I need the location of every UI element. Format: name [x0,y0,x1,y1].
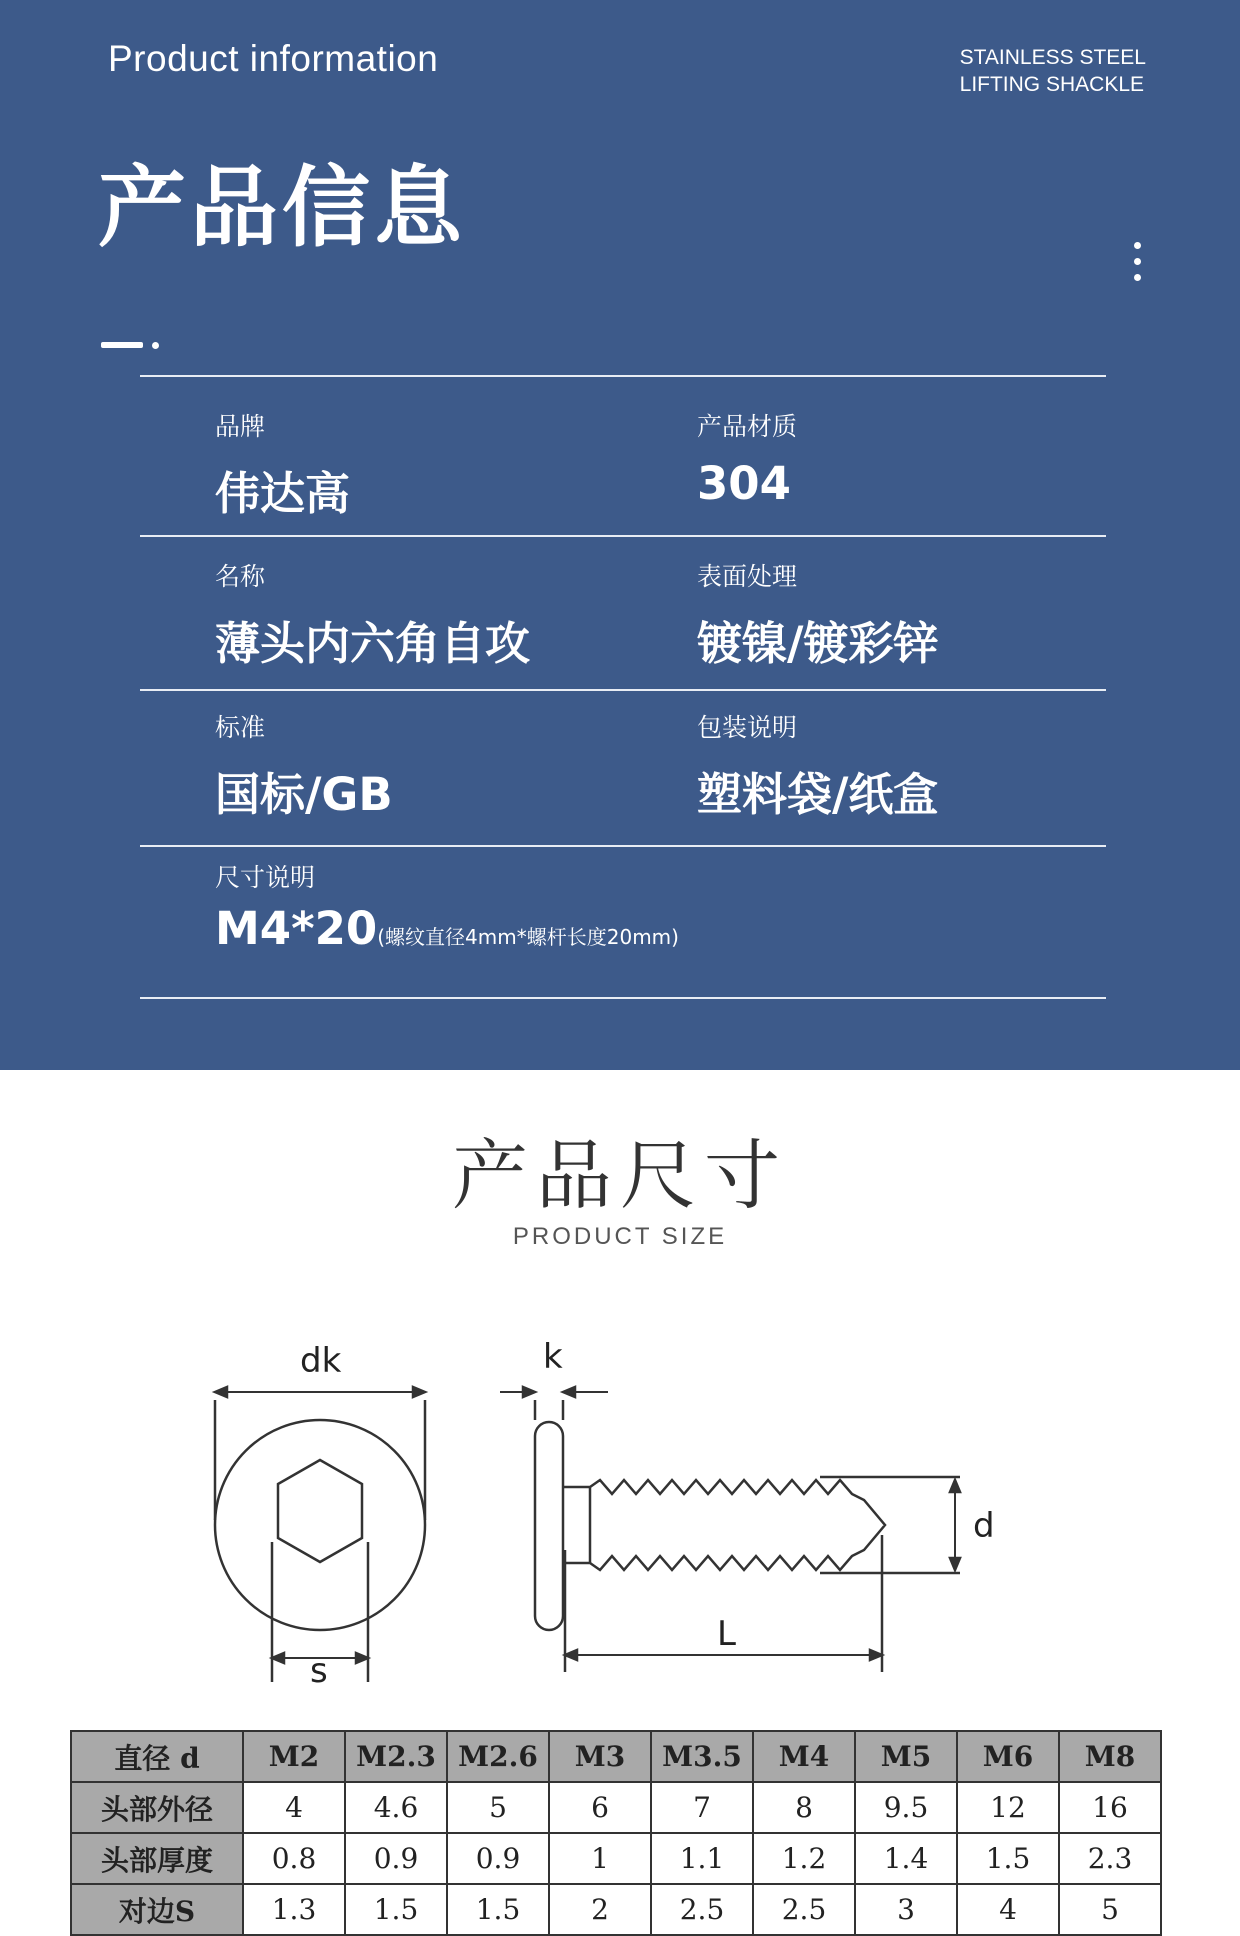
info-surface [697,557,938,672]
table-header-cell: M8 [1059,1731,1161,1782]
table-cell: 3 [855,1884,957,1935]
table-cell: 9.5 [855,1782,957,1833]
label-k: k [543,1337,563,1377]
table-row [71,1782,1161,1833]
divider [140,689,1106,691]
table-cell: 0.9 [447,1833,549,1884]
table-cell: 0.9 [345,1833,447,1884]
table-header-cell: 直径 d [71,1731,243,1782]
info-value: 304 [697,457,791,510]
table-row-header: 头部厚度 [71,1833,243,1884]
divider [140,997,1106,999]
brand-tag-line1: STAINLESS STEEL [959,46,1146,69]
table-cell: 1 [549,1833,651,1884]
info-standard [215,708,393,823]
screw-head-front-view [215,1420,425,1630]
title-dash-decoration [101,342,143,348]
table-cell: 7 [651,1782,753,1833]
info-label: 尺寸说明 [215,863,316,892]
info-name [215,557,530,672]
table-cell: 6 [549,1782,651,1833]
table-cell: 1.5 [447,1884,549,1935]
screw-dimension-diagram [0,1320,1240,1690]
info-material [697,407,797,510]
divider [140,535,1106,537]
table-header-cell: M3 [549,1731,651,1782]
table-cell: 1.2 [753,1833,855,1884]
label-dk: dk [300,1341,342,1381]
table-cell: 12 [957,1782,1059,1833]
table-header-cell: M4 [753,1731,855,1782]
table-header-cell: M2 [243,1731,345,1782]
table-header-cell: M6 [957,1731,1059,1782]
size-note: (螺纹直径4mm*螺杆长度20mm) [377,925,679,949]
table-header-cell: M3.5 [651,1731,753,1782]
info-label: 产品材质 [697,412,798,441]
size-value: M4*20 [215,902,378,955]
spec-table [70,1730,1162,1936]
table-header-cell: M2.6 [447,1731,549,1782]
table-cell: 4 [957,1884,1059,1935]
divider [140,845,1106,847]
info-size [215,858,679,955]
table-row-header: 头部外径 [71,1782,243,1833]
title-dot-decoration [152,342,159,349]
label-d: d [973,1506,995,1546]
table-cell: 2.3 [1059,1833,1161,1884]
table-cell: 2 [549,1884,651,1935]
table-cell: 5 [447,1782,549,1833]
table-cell: 4.6 [345,1782,447,1833]
screw-shank [563,1480,885,1570]
table-cell: 5 [1059,1884,1161,1935]
size-subtitle: PRODUCT SIZE [512,1223,728,1250]
table-row-header: 对边S [71,1884,243,1935]
divider [140,375,1106,377]
info-value: 伟达高 [215,467,351,520]
more-dots-icon [1134,242,1142,290]
label-s: s [310,1651,328,1690]
label-L: L [717,1614,736,1654]
info-value: 塑料袋/纸盒 [697,768,939,821]
info-value [215,902,679,955]
info-brand [215,407,350,522]
brand-tag-line2: LIFTING SHACKLE [959,73,1145,96]
table-cell: 1.5 [345,1884,447,1935]
info-value: 薄头内六角自攻 [215,617,531,670]
screw-head-side-view [535,1422,563,1630]
table-header-cell: M5 [855,1731,957,1782]
table-cell: 1.4 [855,1833,957,1884]
table-header-row [71,1731,1161,1782]
info-label: 表面处理 [697,562,798,591]
table-cell: 16 [1059,1782,1161,1833]
hex-socket-icon [278,1460,362,1562]
table-cell: 2.5 [651,1884,753,1935]
info-label: 名称 [215,562,266,591]
table-row [71,1884,1161,1935]
info-value: 镀镍/镀彩锌 [697,617,939,670]
info-label: 标准 [215,713,266,742]
info-packaging [697,708,938,823]
table-cell: 1.1 [651,1833,753,1884]
info-value: 国标/GB [215,768,393,821]
table-cell: 4 [243,1782,345,1833]
size-title: 产品尺寸 [452,1131,788,1220]
table-cell: 2.5 [753,1884,855,1935]
table-header-cell: M2.3 [345,1731,447,1782]
section-label: Product information [108,38,439,79]
table-row [71,1833,1161,1884]
table-cell: 1.5 [957,1833,1059,1884]
brand-tag [960,44,1146,98]
info-label: 品牌 [215,412,266,441]
table-cell: 8 [753,1782,855,1833]
table-cell: 1.3 [243,1884,345,1935]
info-label: 包装说明 [697,713,798,742]
table-cell: 0.8 [243,1833,345,1884]
page-title: 产品信息 [98,156,467,259]
